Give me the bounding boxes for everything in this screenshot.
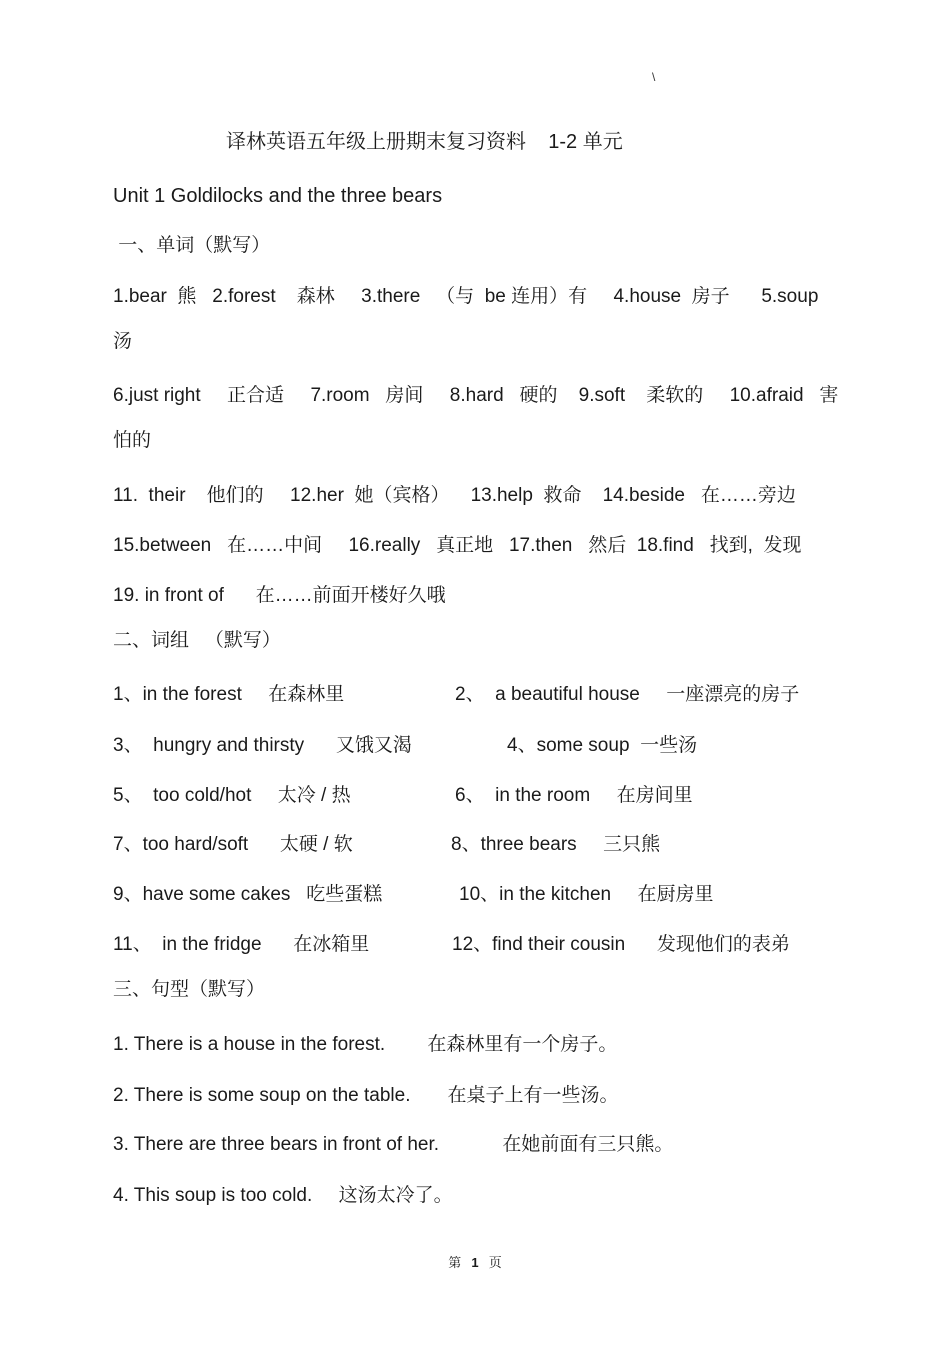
- phrase-item: 11、 in the fridge 在冰箱里: [113, 934, 370, 955]
- footer-prefix: 第: [448, 1256, 462, 1271]
- section1-heading: 一、单词（默写）: [113, 235, 271, 256]
- phrase-item: 12、find their cousin 发现他们的表弟: [452, 934, 790, 955]
- vocab-line: 6.just right 正合适 7.room 房间 8.hard 硬的 9.soft 柔软的 10.afraid 害: [113, 385, 839, 406]
- phrase-item: 7、too hard/soft 太硬 / 软: [113, 834, 353, 855]
- section3-heading: 三、句型（默写）: [113, 979, 266, 1000]
- vocab-line: 19. in front of 在……前面开楼好久哦: [113, 585, 446, 606]
- phrase-item: 10、in the kitchen 在厨房里: [459, 884, 714, 905]
- sentence-line: 1. There is a house in the forest. 在森林里有一个房子。: [113, 1034, 618, 1055]
- vocab-line: 15.between 在……中间 16.really 真正地 17.then 然后 18.find 找到, 发现: [113, 535, 802, 556]
- phrase-item: 8、three bears 三只熊: [451, 834, 661, 855]
- document-title: 译林英语五年级上册期末复习资料 1-2 单元: [226, 131, 623, 153]
- phrase-item: 3、 hungry and thirsty 又饿又渴: [113, 735, 412, 756]
- section2-heading: 二、词组 （默写）: [113, 630, 281, 651]
- page-number: 1: [471, 1255, 479, 1270]
- vocab-line: 1.bear 熊 2.forest 森林 3.there （与 be 连用）有 4.house 房子 5.soup: [113, 286, 819, 307]
- page-footer: [0, 1252, 950, 1271]
- footer-suffix: 页: [488, 1256, 502, 1271]
- unit-heading: Unit 1 Goldilocks and the three bears: [113, 185, 443, 207]
- corner-mark: \: [652, 70, 656, 84]
- phrase-item: 9、have some cakes 吃些蛋糕: [113, 884, 383, 905]
- phrase-item: 4、some soup 一些汤: [507, 735, 698, 756]
- phrase-item: 6、 in the room 在房间里: [455, 785, 693, 806]
- phrase-item: 1、in the forest 在森林里: [113, 684, 345, 705]
- vocab-line: 怕的: [113, 430, 152, 451]
- vocab-line: 汤: [113, 331, 133, 352]
- sentence-line: 4. This soup is too cold. 这汤太冷了。: [113, 1185, 453, 1206]
- sentence-line: 2. There is some soup on the table. 在桌子上有一些汤。: [113, 1085, 619, 1106]
- vocab-line: 11. their 他们的 12.her 她（宾格） 13.help 救命 14.beside 在……旁边: [113, 485, 796, 506]
- sentence-line: 3. There are three bears in front of her. 在她前面有三只熊。: [113, 1134, 674, 1155]
- phrase-item: 5、 too cold/hot 太冷 / 热: [113, 785, 351, 806]
- phrase-item: 2、 a beautiful house 一座漂亮的房子: [455, 684, 800, 705]
